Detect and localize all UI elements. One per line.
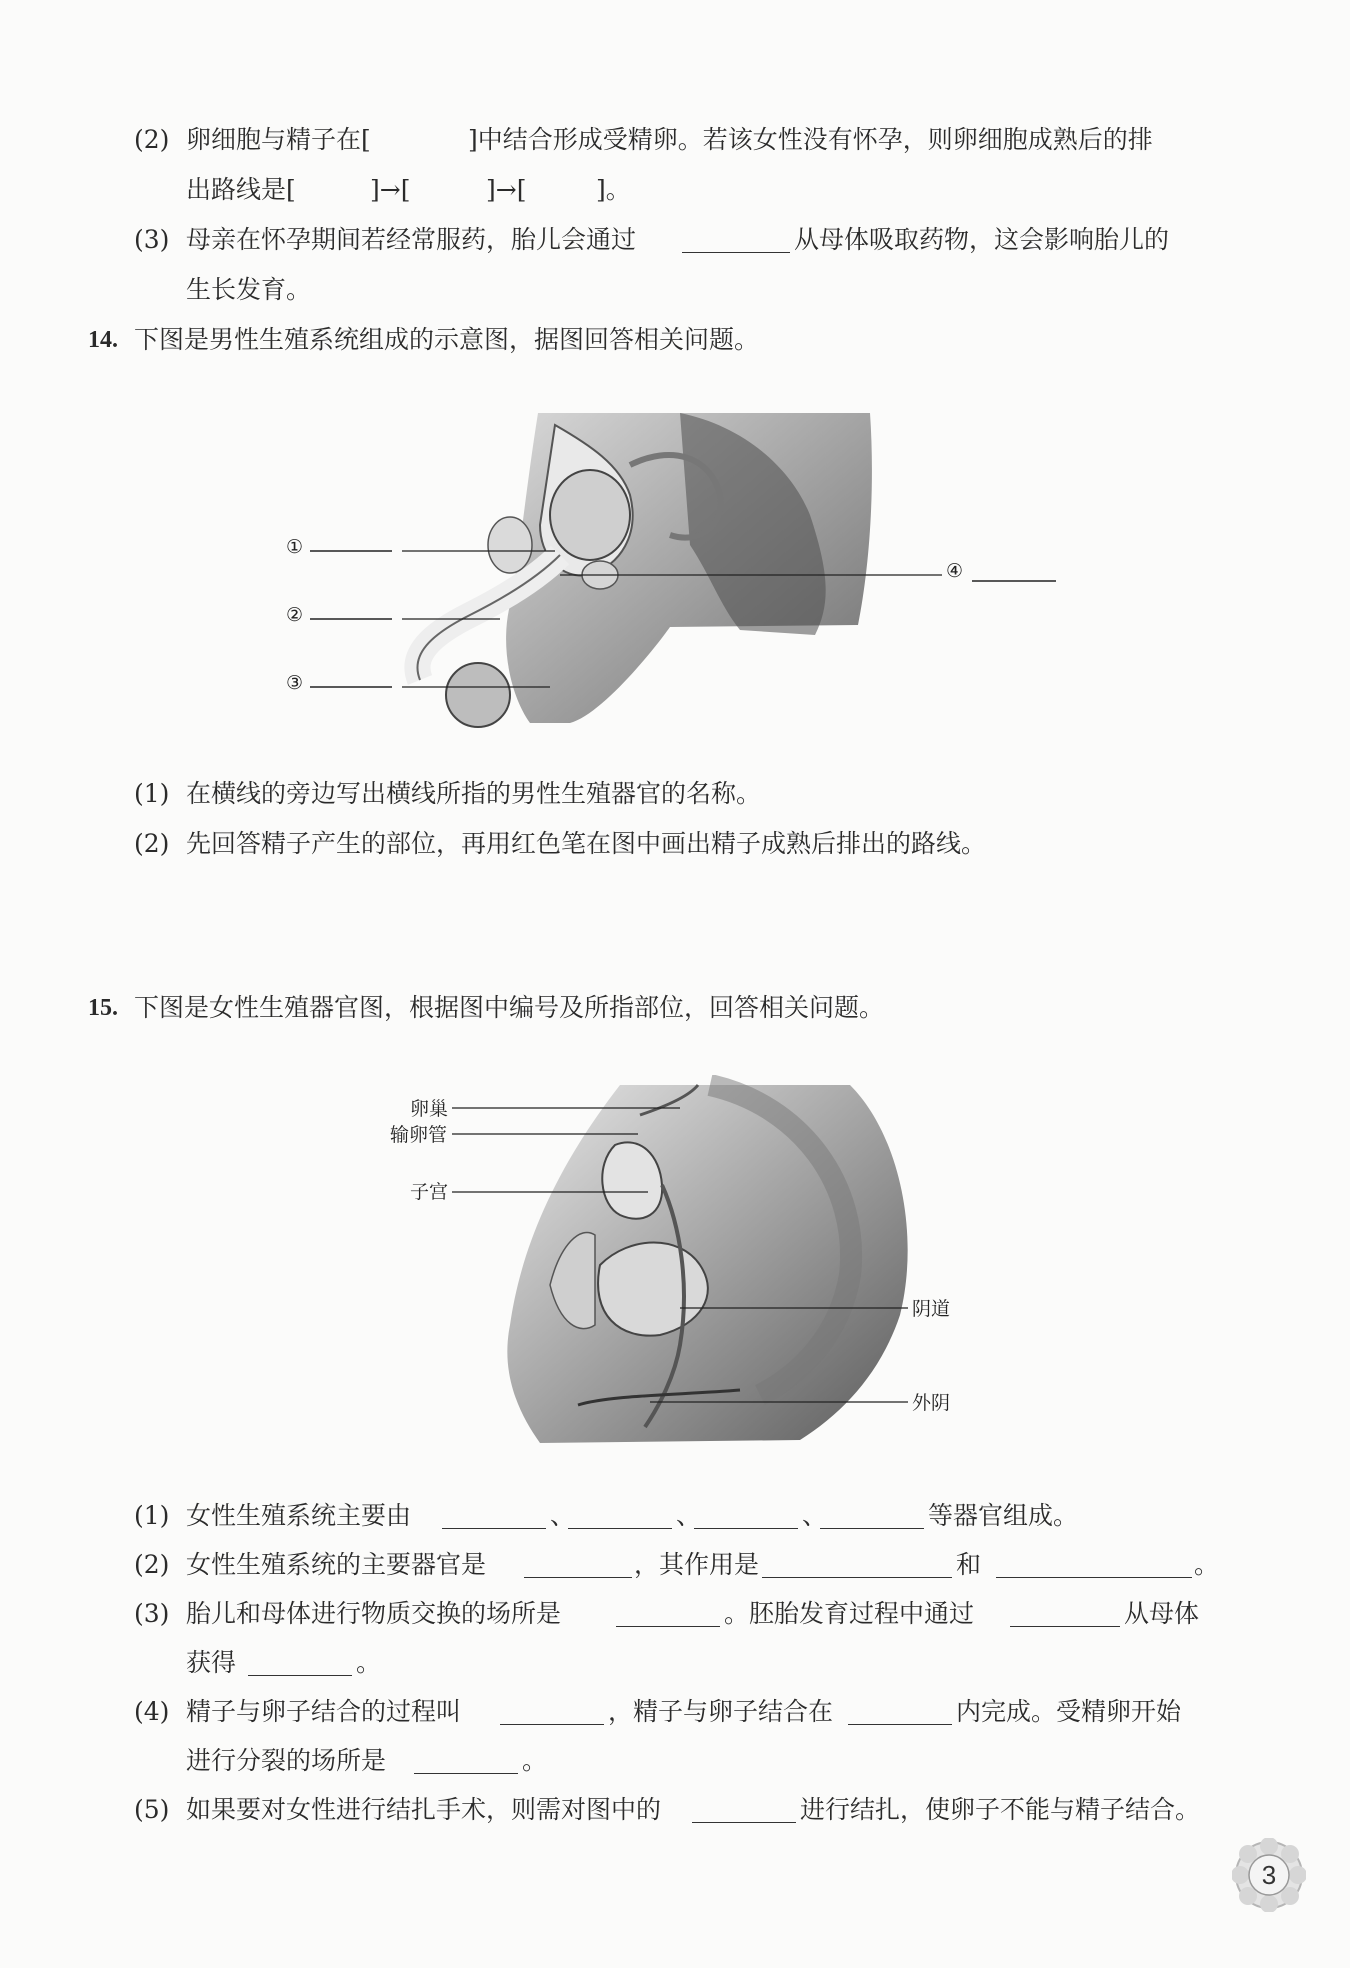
q15-part2-blank-3[interactable] bbox=[996, 1551, 1192, 1578]
q15-part5-blank[interactable] bbox=[692, 1796, 796, 1823]
q14-number: 14. bbox=[88, 327, 118, 353]
q15-prompt: 下图是女性生殖器官图，根据图中编号及所指部位，回答相关问题。 bbox=[134, 993, 885, 1022]
q14-part1-text: 在横线的旁边写出横线所指的男性生殖器官的名称。 bbox=[186, 779, 762, 808]
q15-part1-label: (1) bbox=[134, 1501, 170, 1530]
q15-part1-blank-3[interactable] bbox=[694, 1502, 798, 1529]
q15-part4-text-c: 内完成。受精卵开始 bbox=[956, 1697, 1182, 1726]
q15-part2-text-c: 和 bbox=[956, 1550, 982, 1579]
q15-part4-label: (4) bbox=[134, 1697, 170, 1726]
label-uterus: 子宫 bbox=[410, 1181, 449, 1203]
q15-part2-text-end: 。 bbox=[1194, 1550, 1220, 1579]
label-circle-2: ② bbox=[286, 604, 304, 626]
q15-part4-blank-3[interactable] bbox=[414, 1747, 518, 1774]
q15-part5-text-a: 如果要对女性进行结扎手术，则需对图中的 bbox=[186, 1795, 662, 1824]
q15-part1-blank-4[interactable] bbox=[820, 1502, 924, 1529]
q15-part4-text-b: ，精子与卵子结合在 bbox=[608, 1697, 834, 1726]
q15-part1-sep-3: 、 bbox=[802, 1501, 828, 1530]
q15-part2-text-b: ，其作用是 bbox=[634, 1550, 760, 1579]
q13-part2-text-b: ]中结合形成受精卵。若该女性没有怀孕，则卵细胞成熟后的排 bbox=[468, 125, 1153, 154]
q15-part1-sep-2: 、 bbox=[676, 1501, 702, 1530]
page-number-badge bbox=[1232, 1838, 1306, 1912]
q13-part3-label: (3) bbox=[134, 225, 170, 254]
q15-part2-label: (2) bbox=[134, 1550, 170, 1579]
label-circle-1: ① bbox=[286, 536, 304, 558]
q15-part3-text-b: 。胚胎发育过程中通过 bbox=[724, 1599, 975, 1628]
q15-part1-sep-1: 、 bbox=[550, 1501, 576, 1530]
q15-part4-text-a: 精子与卵子结合的过程叫 bbox=[186, 1697, 462, 1726]
male-anatomy-illustration bbox=[417, 413, 871, 727]
q15-part5-label: (5) bbox=[134, 1795, 170, 1824]
q15-part3-text-d: 获得 bbox=[186, 1648, 237, 1677]
q15-part1-blank-2[interactable] bbox=[568, 1502, 672, 1529]
q13-part3-text-a: 母亲在怀孕期间若经常服药，胎儿会通过 bbox=[186, 225, 637, 254]
q15-part5-text-b: 进行结扎，使卵子不能与精子结合。 bbox=[800, 1795, 1201, 1824]
q14-part1-label: (1) bbox=[134, 779, 170, 808]
label-vagina: 阴道 bbox=[912, 1298, 951, 1320]
q13-part2-text-a: 卵细胞与精子在[ bbox=[186, 125, 371, 154]
q15-part3-blank-3[interactable] bbox=[248, 1649, 352, 1676]
q13-part2-route-c: ]→[ bbox=[486, 175, 527, 204]
q15-part1-text-a: 女性生殖系统主要由 bbox=[186, 1501, 412, 1530]
q14-part2-text: 先回答精子产生的部位，再用红色笔在图中画出精子成熟后排出的路线。 bbox=[186, 829, 987, 858]
q15-part3-blank-1[interactable] bbox=[616, 1600, 720, 1627]
q13-part2-route-d: ]。 bbox=[596, 175, 631, 204]
q13-part2-route-b: ]→[ bbox=[370, 175, 411, 204]
q13-part2-route-a: 出路线是[ bbox=[186, 175, 296, 204]
label-ovary: 卵巢 bbox=[410, 1098, 449, 1120]
q15-part3-text-c: 从母体 bbox=[1124, 1599, 1200, 1628]
q15-part2-blank-1[interactable] bbox=[524, 1551, 632, 1578]
label-oviduct: 输卵管 bbox=[390, 1124, 448, 1146]
q13-part3-blank[interactable] bbox=[682, 226, 790, 253]
q15-part4-blank-2[interactable] bbox=[848, 1698, 952, 1725]
q15-part2-text-a: 女性生殖系统的主要器官是 bbox=[186, 1550, 487, 1579]
label-circle-4: ④ bbox=[946, 560, 964, 582]
page-number: 3 bbox=[1261, 1860, 1277, 1890]
label-vulva: 外阴 bbox=[912, 1392, 951, 1414]
q13-part3-text-c: 生长发育。 bbox=[186, 275, 312, 304]
q15-part4-text-end: 。 bbox=[522, 1746, 548, 1775]
q15-part2-blank-2[interactable] bbox=[762, 1551, 952, 1578]
q15-part4-text-d: 进行分裂的场所是 bbox=[186, 1746, 387, 1775]
q15-number: 15. bbox=[88, 995, 118, 1021]
q15-part3-text-end: 。 bbox=[356, 1648, 382, 1677]
q13-part2-label: (2) bbox=[134, 125, 170, 154]
female-anatomy-illustration bbox=[507, 1085, 907, 1443]
q15-part3-label: (3) bbox=[134, 1599, 170, 1628]
q15-part3-text-a: 胎儿和母体进行物质交换的场所是 bbox=[186, 1599, 562, 1628]
female-reproductive-diagram bbox=[380, 1075, 980, 1450]
male-reproductive-diagram bbox=[270, 405, 1070, 735]
label-circle-3: ③ bbox=[286, 672, 304, 694]
q13-part3-text-b: 从母体吸取药物，这会影响胎儿的 bbox=[794, 225, 1170, 254]
q14-part2-label: (2) bbox=[134, 829, 170, 858]
q15-part4-blank-1[interactable] bbox=[500, 1698, 604, 1725]
q15-part3-blank-2[interactable] bbox=[1010, 1600, 1120, 1627]
q15-part1-blank-1[interactable] bbox=[442, 1502, 546, 1529]
q14-prompt: 下图是男性生殖系统组成的示意图，据图回答相关问题。 bbox=[134, 325, 760, 354]
q15-part1-text-end: 等器官组成。 bbox=[928, 1501, 1079, 1530]
